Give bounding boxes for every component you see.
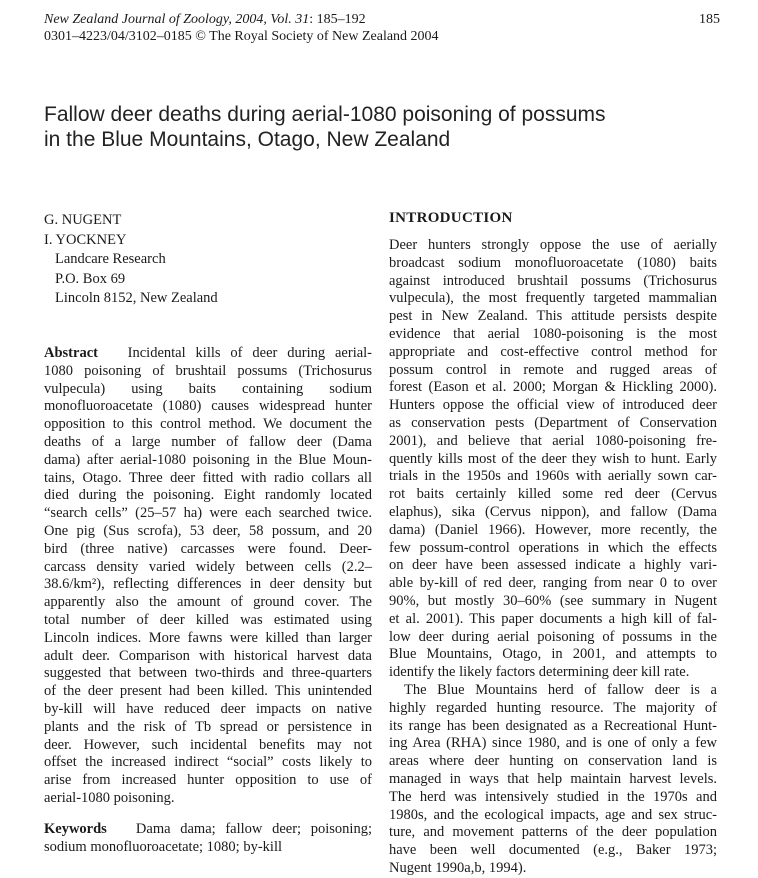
intro-line: have been well documented (e.g., Baker 1973; bbox=[389, 842, 717, 859]
abstract-line: apparently also the amount of ground cover. The bbox=[44, 594, 372, 611]
intro-line: areas where deer hunting on conservation land is bbox=[389, 753, 717, 770]
intro-line: vulpecula), the most frequently targeted mammalian bbox=[389, 290, 717, 307]
intro-text: The Blue Mountains herd of fallow deer is a bbox=[404, 681, 717, 698]
intro-line: ture, and movement patterns of the deer population bbox=[389, 824, 717, 841]
intro-line: its range has been designated as a Recreational Hunt- bbox=[389, 717, 717, 734]
abstract-line: by-kill will have reduced deer impacts on native bbox=[44, 700, 372, 717]
abstract-line: suggested that between two-thirds and three-quarters bbox=[44, 665, 372, 682]
title-line-2: in the Blue Mountains, Otago, New Zealand bbox=[44, 128, 451, 151]
abstract-line: adult deer. Comparison with historical harvest data bbox=[44, 647, 372, 664]
abstract-line: of the deer present had been killed. This unintended bbox=[44, 683, 372, 700]
abstract-line: offset the increased indirect “social” costs likely to bbox=[44, 754, 372, 771]
postal-box: P.O. Box 69 bbox=[55, 270, 126, 287]
issn-line: 0301–4223/04/3102–0185 © The Royal Society of New Zealand 2004 bbox=[44, 29, 439, 44]
author-block bbox=[44, 211, 218, 309]
city: Lincoln 8152, New Zealand bbox=[55, 290, 218, 306]
keywords-line-1: Dama dama; fallow deer; poisoning; bbox=[135, 821, 372, 837]
intro-line: identify the likely factors determining deer kill rate. bbox=[389, 664, 690, 681]
intro-line: Blue Mountains, Otago, in 2001, and attempts to bbox=[389, 646, 717, 663]
intro-line: highly regarded hunting resource. The majority of bbox=[389, 699, 717, 716]
intro-line: low deer during aerial poisoning of possums in the bbox=[389, 628, 717, 645]
abstract-line: 38.6/km²), reflecting differences in deer density but bbox=[44, 576, 372, 593]
abstract-line: total number of deer killed was estimated using bbox=[44, 611, 372, 628]
abstract bbox=[44, 345, 372, 808]
abstract-line: Lincoln indices. More fawns were killed than larger bbox=[44, 629, 372, 646]
abstract-line: opposition to this control method. We document the bbox=[44, 416, 372, 433]
intro-line: The herd was intensively studied in the 1970s and bbox=[389, 788, 717, 805]
abstract-label: Abstract bbox=[44, 345, 98, 361]
abstract-line: arise from increased hunter opposition to use of bbox=[44, 772, 372, 789]
intro-line: managed in ways that help maintain harvest levels. bbox=[389, 770, 717, 787]
intro-line: on deer have been assessed indicate a highly vari- bbox=[389, 557, 717, 574]
intro-line: Deer hunters strongly oppose the use of aerially bbox=[389, 237, 717, 253]
abstract-line: dama) after aerial-1080 poisoning in the Blue Moun- bbox=[44, 451, 372, 468]
abstract-line: deer. However, such incidental benefits may not bbox=[44, 736, 372, 753]
intro-line: dama) (Daniel 1966). However, more recently, the bbox=[389, 521, 717, 538]
intro-line: Hunters oppose the official view of introduced deer bbox=[389, 397, 717, 414]
intro-line: 90%, but mostly 30–60% (see summary in Nugent bbox=[389, 592, 717, 609]
author-name: I. YOCKNEY bbox=[44, 231, 127, 248]
title-line-1: Fallow deer deaths during aerial-1080 poisoning of possums bbox=[44, 103, 606, 126]
abstract-line: monofluoroacetate (1080) causes widespread hunter bbox=[44, 398, 372, 415]
intro-line: ing Area (RHA) since 1980, and is one of only a few bbox=[389, 735, 717, 752]
intro-line: able by-kill of red deer, ranging from near 0 to over bbox=[389, 575, 717, 592]
keywords-line-2: sodium monofluoroacetate; 1080; by-kill bbox=[44, 838, 282, 855]
abstract-line: carcass density varied widely between cells (2.2– bbox=[44, 558, 372, 575]
intro-line: few possum-control operations in which the effects bbox=[389, 539, 717, 556]
intro-line: broadcast sodium monofluoroacetate (1080) baits bbox=[389, 254, 717, 271]
intro-line: possum control in remote and rugged areas of bbox=[389, 361, 717, 378]
intro-line bbox=[389, 682, 717, 700]
intro-line: 1980s, and the ecological impacts, age and sex struc- bbox=[389, 806, 717, 823]
abstract-line: aerial-1080 poisoning. bbox=[44, 789, 175, 806]
intro-line: trials in the 1950s and 1960s with aerially sown car- bbox=[389, 468, 717, 485]
intro-line: et al. 2001). This paper documents a high kill of fal- bbox=[389, 610, 717, 627]
abstract-line: “search cells” (25–57 ha) were each searched twice. bbox=[44, 505, 372, 522]
abstract-line: plants and the risk of Tb spread or persistence in bbox=[44, 718, 372, 735]
abstract-line: bird (three native) carcasses were found. Deer- bbox=[44, 540, 372, 557]
abstract-line: tains, Otago. Three deer fitted with radio collars all bbox=[44, 469, 372, 486]
intro-line: quently kills most of the deer they wish to hunt. Early bbox=[389, 450, 717, 467]
page-number: 185 bbox=[699, 12, 720, 27]
introduction-heading: INTRODUCTION bbox=[389, 210, 513, 226]
abstract-line: 1080 poisoning of brushtail possums (Trichosurus bbox=[44, 362, 372, 379]
intro-line: as conservation pests (Department of Conservation bbox=[389, 414, 717, 431]
journal-name: New Zealand Journal of Zoology, 2004, Vol. 31 bbox=[44, 12, 310, 27]
abstract-line bbox=[44, 345, 372, 363]
abstract-line: One pig (Sus scrofa), 53 deer, 58 possum, and 20 bbox=[44, 522, 372, 539]
abstract-line: vulpecula) using baits containing sodium bbox=[44, 380, 372, 397]
intro-line: elaphus), sika (Cervus nippon), and fallow (Dama bbox=[389, 503, 717, 520]
intro-line: appropriate and cost-effective control method for bbox=[389, 343, 717, 360]
journal-header bbox=[44, 11, 720, 45]
intro-line: against introduced brushtail possums (Trichosurus bbox=[389, 272, 717, 289]
abstract-line: deaths of a large number of fallow deer (Dama bbox=[44, 433, 372, 450]
intro-line: evidence that aerial 1080-poisoning is the most bbox=[389, 325, 717, 342]
journal-citation bbox=[44, 11, 720, 28]
intro-line: rot baits certainly killed some red deer (Cervus bbox=[389, 486, 717, 503]
intro-line: forest (Eason et al. 2000; Morgan & Hickling 2000). bbox=[389, 379, 717, 396]
affiliation: Landcare Research bbox=[55, 251, 166, 267]
intro-line: pest in New Zealand. This attitude persists despite bbox=[389, 308, 717, 325]
paper-title bbox=[44, 102, 684, 152]
intro-line: 2001), and believe that aerial 1080-poisoning fre- bbox=[389, 432, 717, 449]
journal-pages: : 185–192 bbox=[309, 12, 366, 27]
introduction-body bbox=[389, 237, 717, 878]
intro-line: Nugent 1990a,b, 1994). bbox=[389, 859, 527, 876]
abstract-line: died during the poisoning. Eight randomly located bbox=[44, 487, 372, 504]
keywords bbox=[44, 821, 372, 857]
abstract-text: Incidental kills of deer during aerial- bbox=[127, 345, 373, 361]
keywords-label: Keywords bbox=[44, 821, 107, 837]
author-name: G. NUGENT bbox=[44, 212, 122, 228]
